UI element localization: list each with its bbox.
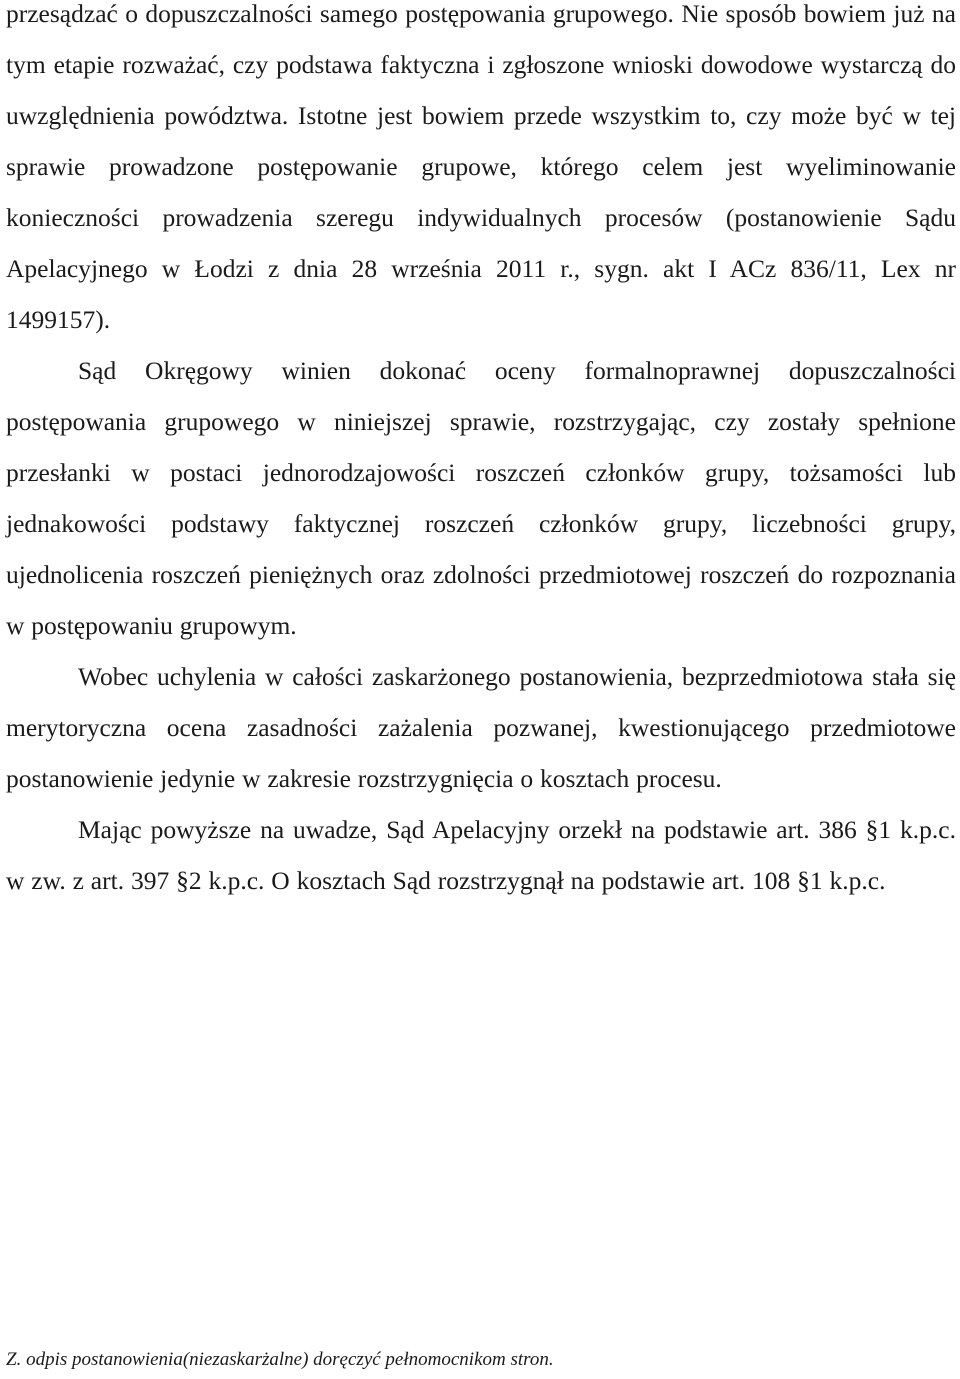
footer-instruction-note: Z. odpis postanowienia(niezaskarżalne) doręczyć pełnomocnikom stron. <box>6 1349 554 1370</box>
document-page <box>6 0 956 906</box>
paragraph-ruling-basis: Mając powyższe na uwadze, Sąd Apelacyjny orzekł na podstawie art. 386 §1 k.p.c. w zw. z art. 397 §2 k.p.c. O kosztach Sąd rozstrzygnął na podstawie art. 108 §1 k.p.c. <box>6 815 956 895</box>
paragraph-cassation-consequence: Wobec uchylenia w całości zaskarżonego postanowienia, bezprzedmiotowa stała się merytoryczna ocena zasadności zażalenia pozwanej, kwestionującego przedmiotowe postanowienie jedynie w zakresie rozstrzygnięcia o kosztach procesu. <box>6 662 956 793</box>
paragraph-continuation: przesądzać o dopuszczalności samego postępowania grupowego. Nie sposób bowiem już na tym etapie rozważać, czy podstawa faktyczna i zgłoszone wnioski dowodowe wystarczą do uwzględnienia powództwa. Istotne jest bowiem przede wszystkim to, czy może być w tej sprawie prowadzone postępowanie grupowe, którego celem jest wyeliminowanie konieczności prowadzenia szeregu indywidualnych procesów (postanowienie Sądu Apelacyjnego w Łodzi z dnia 28 września 2011 r., sygn. akt I ACz 836/11, Lex nr 1499157). <box>6 0 956 334</box>
paragraph-district-court-assessment: Sąd Okręgowy winien dokonać oceny formalnoprawnej dopuszczalności postępowania grupowego w niniejszej sprawie, rozstrzygając, czy zostały spełnione przesłanki w postaci jednorodzajowości roszczeń członków grupy, tożsamości lub jednakowości podstawy faktycznej roszczeń członków grupy, liczebności grupy, ujednolicenia roszczeń pieniężnych oraz zdolności przedmiotowej roszczeń do rozpoznania w postępowaniu grupowym. <box>6 356 956 640</box>
